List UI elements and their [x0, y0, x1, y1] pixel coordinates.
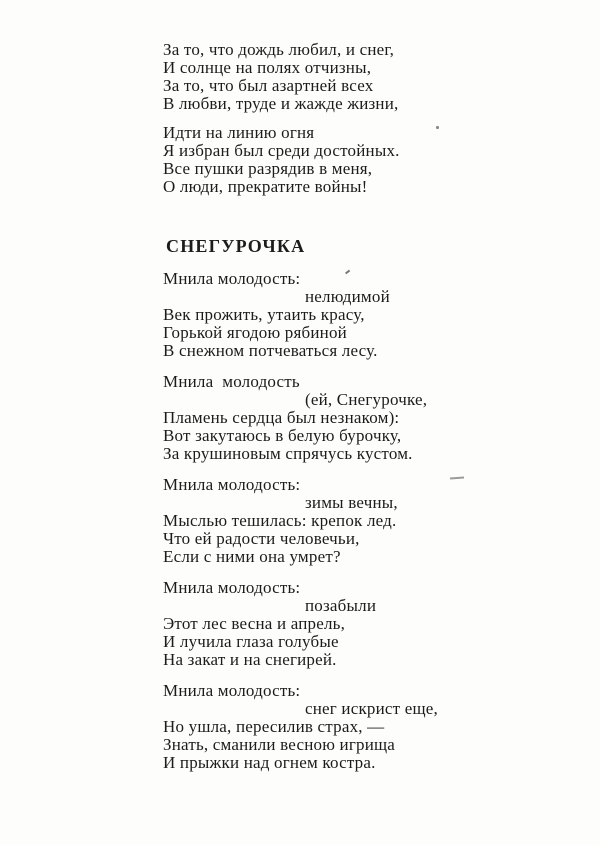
intro-stanza-2 — [163, 124, 600, 196]
poem-stanza-5 — [163, 682, 600, 772]
poem-line: Все пушки разрядив в меня, — [163, 159, 373, 178]
poem-line: В любви, труде и жажде жизни, — [163, 94, 399, 113]
poem-stanza-2 — [163, 373, 600, 463]
intro-stanza-1 — [163, 41, 600, 113]
poem-line: снег искрист еще, — [305, 699, 438, 718]
poem-line: И прыжки над огнем костра. — [163, 753, 376, 772]
poem-line: Век прожить, утаить красу, — [163, 305, 365, 324]
scan-artifact — [436, 126, 439, 129]
poem-line: Что ей радости человечьи, — [163, 529, 360, 548]
poem-line: Мнила молодость: — [163, 681, 301, 700]
poem-line: Мыслью тешилась: крепок лед. — [163, 511, 397, 530]
poem-line: Пламень сердца был незнаком): — [163, 408, 400, 427]
poem-line: Мнила молодость: — [163, 269, 301, 288]
poem-line: За то, что дождь любил, и снег, — [163, 40, 395, 59]
poem-title: СНЕГУРОЧКА — [166, 236, 306, 256]
intro-stanzas — [163, 41, 600, 196]
poem-line: Мнила молодость: — [163, 475, 301, 494]
poem-line: В снежном потчеваться лесу. — [163, 341, 378, 360]
poem-line: Но ушла, пересилив страх, — — [163, 717, 385, 736]
poem-stanzas — [163, 270, 600, 772]
poem-line: Идти на линию огня — [163, 123, 315, 142]
poem-line: И солнце на полях отчизны, — [163, 58, 372, 77]
poem-line: Если с ними она умрет? — [163, 547, 341, 566]
poem-line: За то, что был азартней всех — [163, 76, 374, 95]
poem-line: нелюдимой — [305, 287, 390, 306]
poem-line: позабыли — [305, 596, 377, 615]
poem-stanza-3 — [163, 476, 600, 566]
poem-line: Этот лес весна и апрель, — [163, 614, 346, 633]
poem-line: И лучила глаза голубые — [163, 632, 339, 651]
poem-line: Горькой ягодою рябиной — [163, 323, 347, 342]
poem-line: За крушиновым спрячусь кустом. — [163, 444, 413, 463]
poem-stanza-4 — [163, 579, 600, 669]
poem-line: На закат и на снегирей. — [163, 650, 337, 669]
poem-line: Знать, сманили весною игрища — [163, 735, 396, 754]
poem-line: О люди, прекратите войны! — [163, 177, 368, 196]
poem-line: Мнила молодость: — [163, 578, 301, 597]
poem-stanza-1 — [163, 270, 600, 360]
poem-line: зимы вечны, — [305, 493, 398, 512]
poem-line: (ей, Снегурочке, — [305, 390, 428, 409]
poem-line: Вот закутаюсь в белую бурочку, — [163, 426, 402, 445]
poem-line: Мнила молодость — [163, 372, 300, 391]
poem-line: Я избран был среди достойных. — [163, 141, 400, 160]
